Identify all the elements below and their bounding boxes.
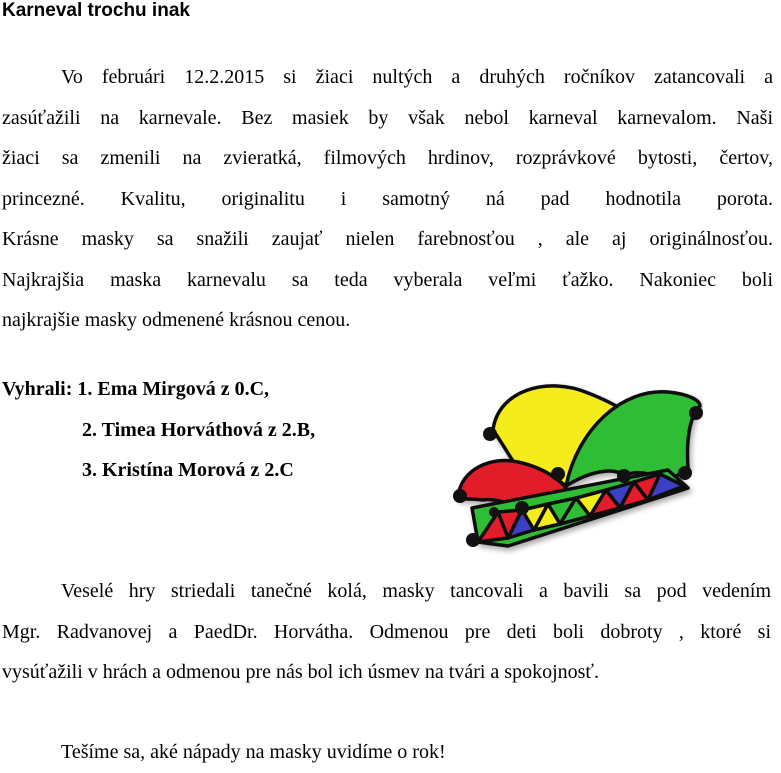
paragraph-line: princezné. Kvalitu, originalitu i samotný ná pad hodnotila porota. — [2, 187, 773, 210]
intro-paragraph — [2, 57, 773, 341]
body-paragraph — [2, 571, 771, 693]
article-title: Karneval trochu inak — [2, 0, 190, 21]
closing-paragraph — [2, 732, 773, 773]
paragraph-line: Krásne masky sa snažili zaujať nielen farebnosťou , ale aj originálnosťou. — [2, 228, 773, 250]
paragraph-line: žiaci sa zmenili na zvieratká, filmových hrdinov, rozprávkové bytosti, čertov, — [2, 147, 773, 169]
paragraph-line: Najkrajšia maska karnevalu sa teda vyberala veľmi ťažko. Nakoniec boli — [2, 268, 773, 291]
winner-row-1 — [2, 369, 315, 410]
paragraph-line: zasúťažili na karnevale. Bez masiek by však nebol karneval karnevalom. Naši — [2, 106, 773, 129]
paragraph-line: Veselé hry striedali tanečné kolá, masky tancovali a bavili sa pod vedením — [61, 580, 771, 602]
winners-list — [2, 369, 315, 491]
winner-entry: 1. Ema Mirgová z 0.C, — [77, 378, 270, 400]
paragraph-line: najkrajšie masky odmenené krásnou cenou. — [2, 309, 351, 331]
paragraph-line: vysúťažili v hrách a odmenou pre nás bol ich úsmev na tvári a spokojnosť. — [2, 661, 599, 683]
paragraph-line: Mgr. Radvanovej a PaedDr. Horvátha. Odmenou pre deti boli dobroty , ktoré si — [2, 620, 771, 643]
winners-label: Vyhrali: — [2, 378, 73, 400]
paragraph-line: Tešíme sa, aké nápady na masky uvidíme o rok! — [61, 741, 446, 763]
paragraph-line: Vo februári 12.2.2015 si žiaci nultých a druhých ročníkov zatancovali a — [61, 66, 773, 88]
winner-entry: 3. Kristína Morová z 2.C — [82, 459, 294, 481]
jester-hat-image — [438, 368, 703, 563]
winner-entry: 2. Timea Horváthová z 2.B, — [82, 418, 316, 441]
